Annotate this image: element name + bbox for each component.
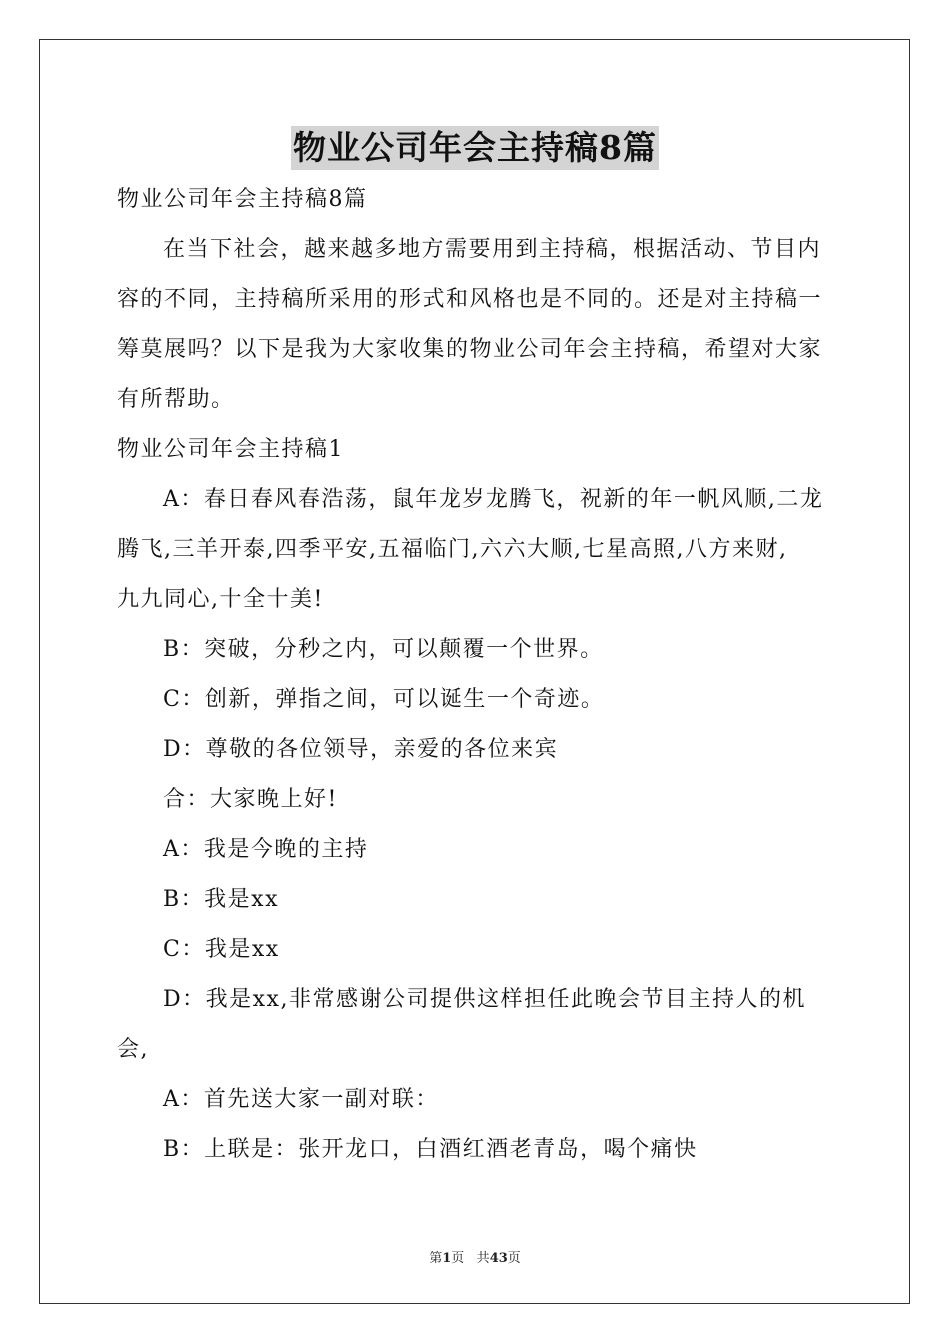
text-line: 腾飞,三羊开泰,四季平安,五福临门,六六大顺,七星高照,八方来财, [117, 537, 788, 562]
text-line: D：我是xx,非常感谢公司提供这样担任此晚会节目主持人的机 [163, 987, 806, 1012]
page-footer [0, 1247, 950, 1266]
current-page-number: 1 [442, 1251, 452, 1266]
text-line: C：创新，弹指之间，可以诞生一个奇迹。 [163, 687, 605, 712]
text-line: B：上联是：张开龙口，白酒红酒老青岛，喝个痛快 [163, 1137, 698, 1162]
text-line: A：首先送大家一副对联： [163, 1087, 439, 1112]
footer-prefix: 第 [429, 1251, 443, 1266]
text-line: 容的不同，主持稿所采用的形式和风格也是不同的。还是对主持稿一 [117, 287, 823, 312]
footer-total-suffix: 页 [507, 1251, 521, 1266]
text-line: B：突破，分秒之内，可以颠覆一个世界。 [163, 637, 604, 662]
text-line: 有所帮助。 [117, 387, 235, 412]
text-line: A：我是今晚的主持 [163, 837, 369, 862]
footer-page-suffix: 页 [451, 1251, 465, 1266]
footer-total-prefix: 共 [476, 1251, 490, 1266]
text-line: C：我是xx [163, 937, 280, 962]
document-title: 物业公司年会主持稿8篇 [291, 126, 659, 170]
text-line: B：我是xx [163, 887, 279, 912]
text-line: 会, [117, 1037, 149, 1062]
text-line: A：春日春风春浩荡，鼠年龙岁龙腾飞，祝新的年一帆风顺,二龙 [163, 487, 824, 512]
text-line: 合：大家晚上好! [163, 787, 338, 812]
text-line: 物业公司年会主持稿1 [117, 437, 344, 462]
total-page-count: 43 [489, 1251, 508, 1266]
text-line: 九九同心,十全十美! [117, 587, 324, 612]
text-line: 物业公司年会主持稿8篇 [117, 187, 368, 212]
title-container [0, 126, 950, 170]
text-line: D：尊敬的各位领导，亲爱的各位来宾 [163, 737, 559, 762]
document-body [117, 175, 837, 1175]
text-line: 在当下社会，越来越多地方需要用到主持稿，根据活动、节目内 [163, 237, 822, 262]
text-line: 筹莫展吗？以下是我为大家收集的物业公司年会主持稿，希望对大家 [117, 337, 823, 362]
